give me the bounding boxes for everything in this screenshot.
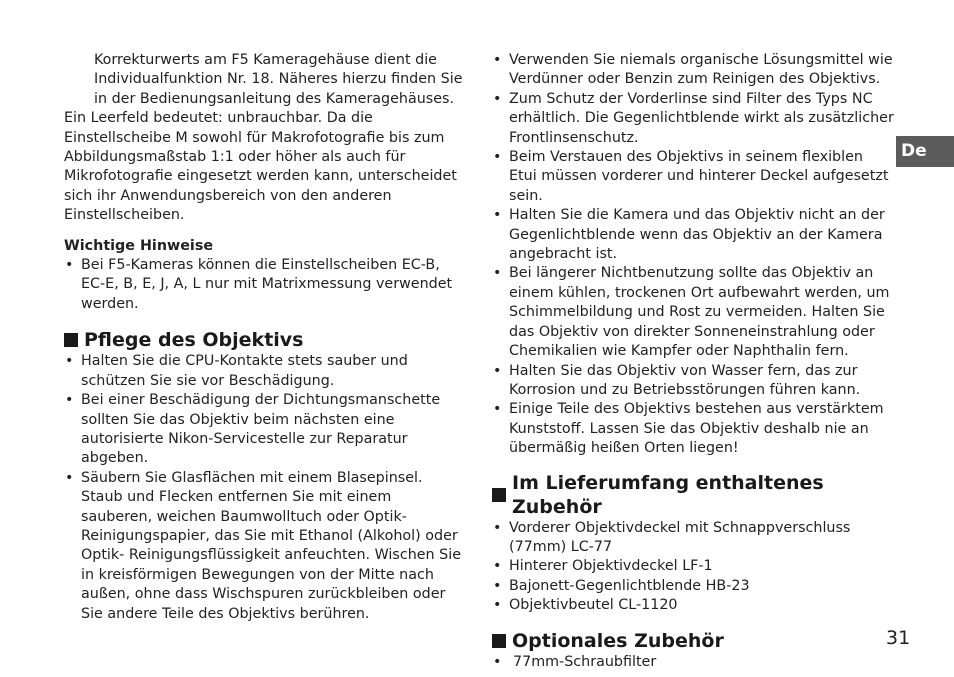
bullet-icon: • [493, 597, 502, 614]
list-item [492, 148, 894, 206]
list-item-text: Bajonett-Gegenlichtblende HB-23 [509, 577, 750, 594]
square-marker-icon [64, 333, 78, 347]
page-number: 31 [886, 627, 911, 649]
optional-accessories-heading [492, 629, 894, 653]
bullet-icon: • [493, 577, 502, 594]
bullet-icon: • [65, 392, 74, 409]
list-item [492, 653, 894, 672]
list-item-text: Säubern Sie Glasflächen mit einem Blasepinsel. Staub und Flecken entfernen Sie mit einem sauberen, weichen Baumwolltuch oder Optik-Reinigungspapier, das Sie mit Ethanol (Alkohol) oder Optik- Reinigungsflüssigkeit anfeuchten. Wischen Sie in kreisförmigen Bewegungen von der Mitte nach außen, ohne dass Wischspuren zurückbleiben oder Sie andere Teile des Objektivs berühren. [81, 469, 461, 622]
optional-list [492, 653, 894, 672]
list-item-text: Halten Sie die CPU-Kontakte stets sauber und schützen Sie sie vor Beschädigung. [81, 353, 408, 389]
square-marker-icon [492, 634, 506, 648]
list-item-text: Objektivbeutel CL-1120 [509, 597, 678, 614]
notes-heading: Wichtige Hinweise [64, 237, 214, 254]
list-item [492, 264, 894, 361]
optional-heading-text: Optionales Zubehör [512, 629, 724, 652]
list-item [492, 577, 894, 596]
list-item-text: Halten Sie das Objektiv von Wasser fern, das zur Korrosion und zu Betriebsstörungen führen kann. [509, 362, 861, 398]
notes-list [64, 256, 464, 314]
list-item [492, 596, 894, 615]
list-item [64, 469, 464, 624]
list-item [492, 519, 894, 558]
square-marker-icon [492, 488, 506, 502]
bullet-icon: • [493, 52, 502, 68]
bullet-icon: • [493, 401, 502, 418]
list-item [492, 362, 894, 401]
list-item [492, 90, 894, 148]
list-item-text: Zum Schutz der Vorderlinse sind Filter des Typs NC erhältlich. Die Gegenlichtblende wirkt als zusätzlicher Frontlinsenschutz. [509, 90, 894, 146]
list-item-text: Einige Teile des Objektivs bestehen aus verstärktem Kunststoff. Lassen Sie das Objektiv deshalb nie an übermäßig heißen Orten liegen! [509, 401, 884, 457]
bullet-icon: • [493, 558, 502, 575]
list-item-text: Halten Sie die Kamera und das Objektiv nicht an der Gegenlichtblende wenn das Objektiv an der Kamera angebracht ist. [509, 207, 885, 263]
list-item-text: Vorderer Objektivdeckel mit Schnappverschluss (77mm) LC-77 [509, 519, 851, 555]
list-item [64, 352, 464, 391]
bullet-icon: • [493, 653, 502, 670]
bullet-icon: • [493, 265, 502, 282]
list-item-text: Hinterer Objektivdeckel LF-1 [509, 558, 713, 575]
list-item-text: Beim Verstauen des Objektivs in seinem flexiblen Etui müssen vorderer und hinterer Deckel aufgesetzt sein. [509, 149, 889, 204]
care-continued-list [492, 51, 894, 459]
included-accessories-heading [492, 471, 894, 519]
list-item [492, 51, 894, 90]
bullet-icon: • [493, 519, 502, 536]
list-item-text: Bei einer Beschädigung der Dichtungsmanschette sollten Sie das Objektiv beim nächsten eine autorisierte Nikon-Servicestelle zur Reparatur abgeben. [81, 392, 441, 467]
right-column [492, 51, 894, 672]
list-item [64, 391, 464, 469]
language-tab: De [896, 136, 954, 167]
care-section-heading [64, 328, 464, 352]
list-item-text: Verwenden Sie niemals organische Lösungsmittel wie Verdünner oder Benzin zum Reinigen des Objektivs. [509, 52, 893, 88]
included-list [492, 519, 894, 616]
bullet-icon: • [493, 149, 502, 166]
bullet-icon: • [493, 90, 502, 107]
screen-usage-paragraph: Ein Leerfeld bedeutet: unbrauchbar. Da die Einstellscheibe M sowohl für Makrofotografie bis zum Abbildungsmaßstab 1:1 oder höher als auch für Mikrofotografie eingesetzt werden kann, unterscheidet sich ihr Anwendungsbereich von den anderen Einstellscheiben. [64, 110, 457, 224]
list-item [64, 256, 464, 314]
care-list [64, 352, 464, 624]
list-item [492, 557, 894, 576]
bullet-icon: • [65, 353, 74, 370]
care-heading-text: Pflege des Objektivs [84, 329, 304, 352]
list-item-text: Bei längerer Nichtbenutzung sollte das Objektiv an einem kühlen, trockenen Ort aufbewahrt werden, um Schimmelbildung und Rost zu vermeiden. Halten Sie das Objektiv von direkter Sonneneinstrahlung oder Chemikalien wie Kampfer oder Naphthalin fern. [509, 265, 890, 360]
bullet-icon: • [65, 257, 74, 274]
list-item-text: Bei F5-Kameras können die Einstellscheiben EC-B, EC-E, B, E, J, A, L nur mit Matrixmessung verwendet werden. [81, 257, 453, 312]
bullet-icon: • [493, 207, 502, 224]
intro-continued-text: Korrekturwerts am F5 Kameragehäuse dient die Individualfunktion Nr. 18. Näheres hierzu finden Sie in der Bedienungsanleitung des Kameragehäuses. [94, 52, 463, 107]
included-heading-text: Im Lieferumfang enthaltenes Zubehör [512, 471, 824, 518]
bullet-icon: • [65, 469, 74, 486]
list-item [492, 400, 894, 458]
bullet-icon: • [493, 362, 502, 379]
list-item-text: 77mm-Schraubfilter [513, 653, 657, 670]
left-column [64, 51, 464, 624]
list-item [492, 206, 894, 264]
